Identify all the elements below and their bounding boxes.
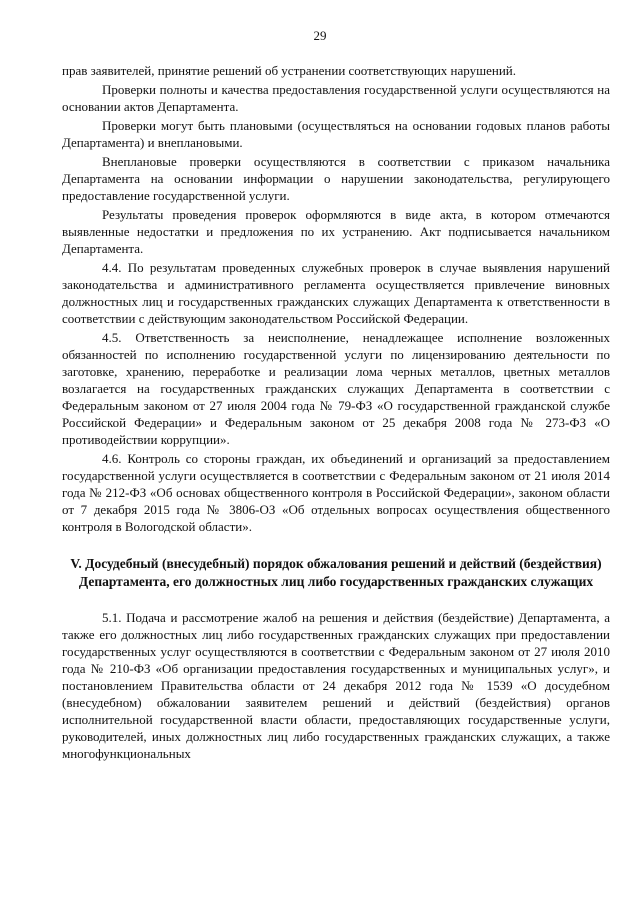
paragraph: Проверки полноты и качества предоставления государственной услуги осуществляются на основании актов Департамента. [62, 82, 610, 114]
section-heading: V. Досудебный (внесудебный) порядок обжалования решений и действий (бездействия) Департамента, его должностных лиц либо государственных гражданских служащих [70, 556, 602, 589]
paragraph: Проверки могут быть плановыми (осуществляться на основании годовых планов работы Департамента) и внеплановыми. [62, 118, 610, 150]
paragraph: 4.4. По результатам проведенных служебных проверок в случае выявления нарушений законодательства и административного регламента осуществляется привлечение виновных должностных лиц и государственных гражданских служащих Департамента к ответственности в соответствии с действующим законодательством Российской Федерации. [62, 260, 610, 326]
page-number: 29 [313, 28, 327, 43]
paragraph: прав заявителей, принятие решений об устранении соответствующих нарушений. [62, 63, 517, 78]
paragraph: 5.1. Подача и рассмотрение жалоб на решения и действия (бездействие) Департамента, а также его должностных лиц либо государственных гражданских служащих при предоставлении государственных услуг осуществляются в соответствии с Федеральным законом от 27 июля 2010 года № 210-ФЗ «Об организации предоставления государственных и муниципальных услуг», и постановлением Правительства области от 24 декабря 2012 года № 1539 «О досудебном (внесудебном) обжаловании заявителем решений и действий (бездействия) органов исполнительной государственной власти области, предоставляющих государственные услуги, руководителей, иных должностных лиц либо государственных гражданских служащих, а также многофункциональных [62, 610, 610, 761]
paragraph: Результаты проведения проверок оформляются в виде акта, в котором отмечаются выявленные недостатки и предложения по их устранению. Акт подписывается начальником Департамента. [62, 207, 610, 256]
paragraph: 4.6. Контроль со стороны граждан, их объединений и организаций за предоставлением государственной услуги осуществляется в соответствии с Федеральным законом от 21 июля 2014 года № 212-ФЗ «Об основах общественного контроля в Российской Федерации», законом области от 7 декабря 2015 года № 3806-ОЗ «Об отдельных вопросах осуществления общественного контроля в Вологодской области». [62, 451, 610, 534]
paragraph: 4.5. Ответственность за неисполнение, ненадлежащее исполнение возложенных обязанностей по исполнению государственной услуги по лицензированию деятельности по заготовке, хранению, переработке и реализации лома черных металлов, цветных металлов возлагается на государственных гражданских служащих Департамента в соответствии с Федеральным законом от 27 июля 2004 года № 79-ФЗ «О государственной гражданской службе Российской Федерации» и Федеральным законом от 25 декабря 2008 года № 273-ФЗ «О противодействии коррупции». [62, 330, 610, 447]
paragraph: Внеплановые проверки осуществляются в соответствии с приказом начальника Департамента на основании информации о нарушении законодательства, регулирующего предоставление государственной услуги. [62, 154, 610, 203]
page-content [62, 62, 610, 764]
